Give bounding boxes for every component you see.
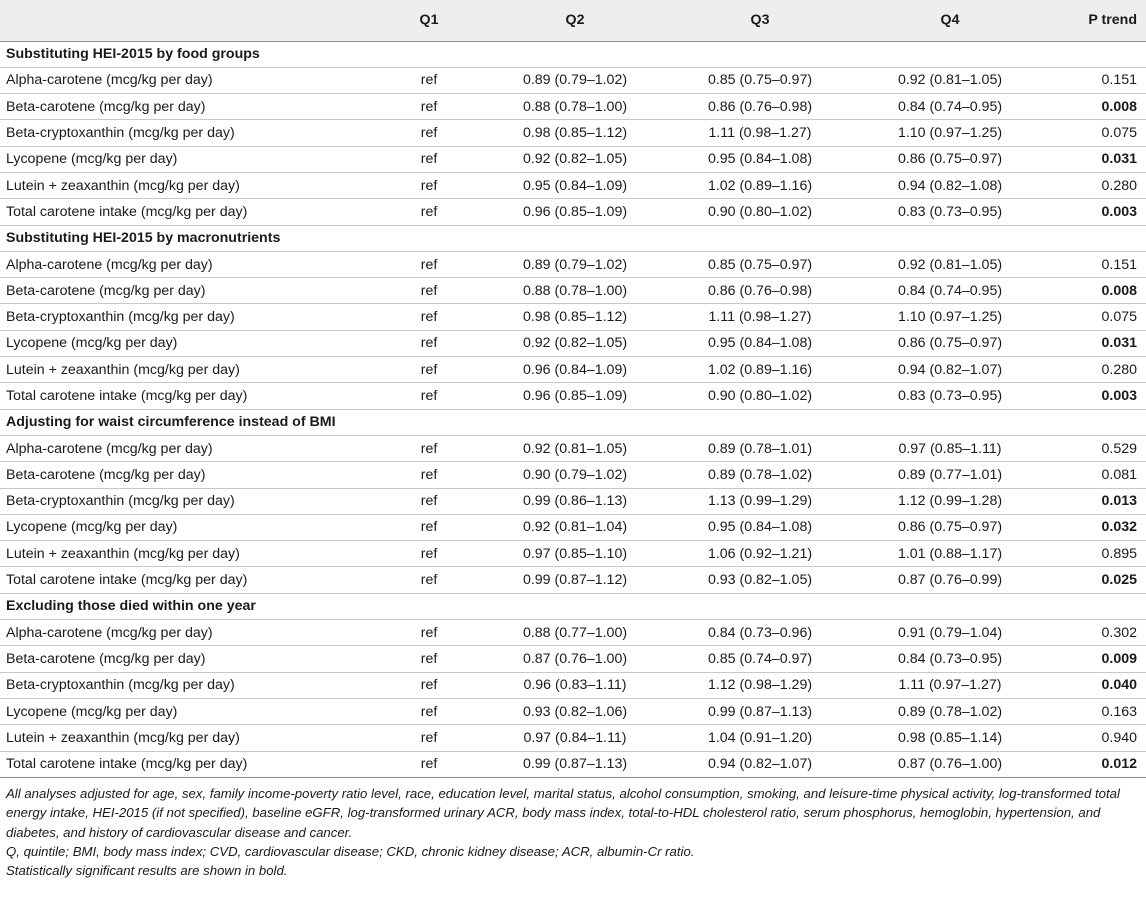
cell-q4: 0.98 (0.85–1.14) <box>850 725 1050 751</box>
section-title: Substituting HEI-2015 by food groups <box>0 41 1146 67</box>
cell-q4: 0.94 (0.82–1.07) <box>850 357 1050 383</box>
row-label: Lycopene (mcg/kg per day) <box>0 698 378 724</box>
header-q3: Q3 <box>670 0 850 41</box>
cell-q3: 0.94 (0.82–1.07) <box>670 751 850 777</box>
cell-q4: 0.89 (0.78–1.02) <box>850 698 1050 724</box>
section-title: Substituting HEI-2015 by macronutrients <box>0 225 1146 251</box>
cell-q4: 1.12 (0.99–1.28) <box>850 488 1050 514</box>
cell-q3: 1.12 (0.98–1.29) <box>670 672 850 698</box>
cell-q1: ref <box>378 120 480 146</box>
row-label: Alpha-carotene (mcg/kg per day) <box>0 435 378 461</box>
cell-q4: 0.86 (0.75–0.97) <box>850 330 1050 356</box>
row-label: Total carotene intake (mcg/kg per day) <box>0 383 378 409</box>
cell-q4: 0.91 (0.79–1.04) <box>850 620 1050 646</box>
table-row <box>0 541 1146 567</box>
table-row <box>0 304 1146 330</box>
table-footnotes <box>0 778 1146 881</box>
cell-q1: ref <box>378 251 480 277</box>
section-title: Adjusting for waist circumference instead of BMI <box>0 409 1146 435</box>
cell-q3: 0.95 (0.84–1.08) <box>670 330 850 356</box>
cell-q4: 0.92 (0.81–1.05) <box>850 251 1050 277</box>
cell-q1: ref <box>378 567 480 593</box>
header-q1: Q1 <box>378 0 480 41</box>
cell-p-trend: 0.012 <box>1050 751 1146 777</box>
cell-q3: 1.11 (0.98–1.27) <box>670 304 850 330</box>
cell-q4: 1.10 (0.97–1.25) <box>850 120 1050 146</box>
cell-p-trend: 0.040 <box>1050 672 1146 698</box>
header-row <box>0 0 1146 41</box>
cell-q3: 1.02 (0.89–1.16) <box>670 172 850 198</box>
cell-q1: ref <box>378 620 480 646</box>
cell-q4: 0.94 (0.82–1.08) <box>850 172 1050 198</box>
cell-q1: ref <box>378 146 480 172</box>
table-row <box>0 120 1146 146</box>
row-label: Lutein + zeaxanthin (mcg/kg per day) <box>0 172 378 198</box>
cell-p-trend: 0.003 <box>1050 199 1146 225</box>
row-label: Beta-carotene (mcg/kg per day) <box>0 646 378 672</box>
row-label: Lycopene (mcg/kg per day) <box>0 514 378 540</box>
cell-p-trend: 0.031 <box>1050 146 1146 172</box>
row-label: Lutein + zeaxanthin (mcg/kg per day) <box>0 357 378 383</box>
cell-q4: 0.83 (0.73–0.95) <box>850 199 1050 225</box>
cell-q4: 0.83 (0.73–0.95) <box>850 383 1050 409</box>
row-label: Beta-cryptoxanthin (mcg/kg per day) <box>0 488 378 514</box>
cell-p-trend: 0.013 <box>1050 488 1146 514</box>
table-row <box>0 94 1146 120</box>
row-label: Lycopene (mcg/kg per day) <box>0 146 378 172</box>
cell-p-trend: 0.075 <box>1050 304 1146 330</box>
cell-q3: 0.90 (0.80–1.02) <box>670 199 850 225</box>
cell-q3: 0.89 (0.78–1.02) <box>670 462 850 488</box>
cell-p-trend: 0.031 <box>1050 330 1146 356</box>
table-row <box>0 199 1146 225</box>
row-label: Beta-carotene (mcg/kg per day) <box>0 94 378 120</box>
table-row <box>0 146 1146 172</box>
cell-q2: 0.97 (0.84–1.11) <box>480 725 670 751</box>
cell-q2: 0.98 (0.85–1.12) <box>480 120 670 146</box>
cell-q1: ref <box>378 435 480 461</box>
cell-q1: ref <box>378 199 480 225</box>
cell-q2: 0.99 (0.87–1.13) <box>480 751 670 777</box>
cell-q1: ref <box>378 357 480 383</box>
cell-q4: 0.87 (0.76–0.99) <box>850 567 1050 593</box>
cell-q4: 0.86 (0.75–0.97) <box>850 514 1050 540</box>
cell-q1: ref <box>378 67 480 93</box>
footnote-bold-note: Statistically significant results are shown in bold. <box>6 863 288 879</box>
cell-q2: 0.97 (0.85–1.10) <box>480 541 670 567</box>
cell-q4: 0.84 (0.74–0.95) <box>850 278 1050 304</box>
cell-q2: 0.92 (0.82–1.05) <box>480 146 670 172</box>
row-label: Beta-cryptoxanthin (mcg/kg per day) <box>0 304 378 330</box>
cell-q2: 0.92 (0.81–1.05) <box>480 435 670 461</box>
cell-q3: 1.04 (0.91–1.20) <box>670 725 850 751</box>
cell-q2: 0.98 (0.85–1.12) <box>480 304 670 330</box>
cell-p-trend: 0.151 <box>1050 251 1146 277</box>
cell-q4: 0.89 (0.77–1.01) <box>850 462 1050 488</box>
cell-q2: 0.96 (0.84–1.09) <box>480 357 670 383</box>
cell-q2: 0.88 (0.78–1.00) <box>480 278 670 304</box>
cell-p-trend: 0.081 <box>1050 462 1146 488</box>
cell-q3: 1.11 (0.98–1.27) <box>670 120 850 146</box>
cell-q3: 1.13 (0.99–1.29) <box>670 488 850 514</box>
cell-q1: ref <box>378 488 480 514</box>
cell-q1: ref <box>378 330 480 356</box>
cell-q1: ref <box>378 94 480 120</box>
table-row <box>0 514 1146 540</box>
cell-p-trend: 0.280 <box>1050 357 1146 383</box>
cell-q2: 0.99 (0.87–1.12) <box>480 567 670 593</box>
footnote-adjustment: All analyses adjusted for age, sex, family income-poverty ratio level, race, education level, marital status, alcohol consumption, smoking, and leisure-time physical activity, log-transformed total energy intake, HEI-2015 (if not specified), baseline eGFR, log-transformed urinary ACR, body mass index, total-to-HDL cholesterol ratio, serum phosphorus, hemoglobin, hypertension, and diabetes, and history of cardiovascular disease and cancer. <box>6 785 1120 840</box>
cell-q2: 0.89 (0.79–1.02) <box>480 251 670 277</box>
table-row <box>0 620 1146 646</box>
table-row <box>0 435 1146 461</box>
cell-q3: 1.02 (0.89–1.16) <box>670 357 850 383</box>
cell-p-trend: 0.075 <box>1050 120 1146 146</box>
row-label: Total carotene intake (mcg/kg per day) <box>0 751 378 777</box>
cell-q3: 1.06 (0.92–1.21) <box>670 541 850 567</box>
cell-q1: ref <box>378 304 480 330</box>
cell-p-trend: 0.009 <box>1050 646 1146 672</box>
table-row <box>0 172 1146 198</box>
cell-q2: 0.96 (0.83–1.11) <box>480 672 670 698</box>
section-header-row <box>0 593 1146 619</box>
cell-q3: 0.85 (0.75–0.97) <box>670 251 850 277</box>
cell-q1: ref <box>378 172 480 198</box>
cell-q2: 0.96 (0.85–1.09) <box>480 383 670 409</box>
cell-q3: 0.84 (0.73–0.96) <box>670 620 850 646</box>
table-row <box>0 383 1146 409</box>
cell-p-trend: 0.529 <box>1050 435 1146 461</box>
cell-q3: 0.85 (0.75–0.97) <box>670 67 850 93</box>
row-label: Total carotene intake (mcg/kg per day) <box>0 567 378 593</box>
table-row <box>0 672 1146 698</box>
row-label: Alpha-carotene (mcg/kg per day) <box>0 620 378 646</box>
cell-q3: 0.86 (0.76–0.98) <box>670 94 850 120</box>
section-title: Excluding those died within one year <box>0 593 1146 619</box>
table-row <box>0 278 1146 304</box>
cell-q1: ref <box>378 646 480 672</box>
cell-q2: 0.87 (0.76–1.00) <box>480 646 670 672</box>
cell-q1: ref <box>378 698 480 724</box>
cell-q2: 0.96 (0.85–1.09) <box>480 199 670 225</box>
cell-q4: 0.84 (0.73–0.95) <box>850 646 1050 672</box>
cell-p-trend: 0.025 <box>1050 567 1146 593</box>
cell-q1: ref <box>378 383 480 409</box>
cell-p-trend: 0.940 <box>1050 725 1146 751</box>
cell-q4: 1.10 (0.97–1.25) <box>850 304 1050 330</box>
cell-q2: 0.93 (0.82–1.06) <box>480 698 670 724</box>
cell-q3: 0.95 (0.84–1.08) <box>670 514 850 540</box>
cell-q2: 0.99 (0.86–1.13) <box>480 488 670 514</box>
cell-q3: 0.85 (0.74–0.97) <box>670 646 850 672</box>
cell-q2: 0.95 (0.84–1.09) <box>480 172 670 198</box>
table-row <box>0 330 1146 356</box>
section-header-row <box>0 409 1146 435</box>
cell-q4: 1.11 (0.97–1.27) <box>850 672 1050 698</box>
row-label: Alpha-carotene (mcg/kg per day) <box>0 67 378 93</box>
cell-q3: 0.89 (0.78–1.01) <box>670 435 850 461</box>
table-row <box>0 357 1146 383</box>
cell-p-trend: 0.008 <box>1050 94 1146 120</box>
section-header-row <box>0 41 1146 67</box>
cell-q1: ref <box>378 672 480 698</box>
cell-p-trend: 0.032 <box>1050 514 1146 540</box>
table-row <box>0 751 1146 777</box>
table-body <box>0 41 1146 777</box>
row-label: Lutein + zeaxanthin (mcg/kg per day) <box>0 541 378 567</box>
row-label: Lutein + zeaxanthin (mcg/kg per day) <box>0 725 378 751</box>
cell-q1: ref <box>378 751 480 777</box>
cell-q2: 0.92 (0.81–1.04) <box>480 514 670 540</box>
header-q4: Q4 <box>850 0 1050 41</box>
cell-p-trend: 0.280 <box>1050 172 1146 198</box>
cell-q1: ref <box>378 278 480 304</box>
row-label: Beta-cryptoxanthin (mcg/kg per day) <box>0 120 378 146</box>
table-row <box>0 646 1146 672</box>
cell-q4: 1.01 (0.88–1.17) <box>850 541 1050 567</box>
cell-q4: 0.86 (0.75–0.97) <box>850 146 1050 172</box>
table-row <box>0 251 1146 277</box>
table-row <box>0 725 1146 751</box>
cell-q3: 0.93 (0.82–1.05) <box>670 567 850 593</box>
row-label: Lycopene (mcg/kg per day) <box>0 330 378 356</box>
cell-q4: 0.84 (0.74–0.95) <box>850 94 1050 120</box>
table-header <box>0 0 1146 41</box>
table-row <box>0 488 1146 514</box>
table-row <box>0 462 1146 488</box>
header-p-trend: P trend <box>1050 0 1146 41</box>
row-label: Alpha-carotene (mcg/kg per day) <box>0 251 378 277</box>
cell-q4: 0.97 (0.85–1.11) <box>850 435 1050 461</box>
cell-p-trend: 0.008 <box>1050 278 1146 304</box>
cell-p-trend: 0.895 <box>1050 541 1146 567</box>
cell-q1: ref <box>378 514 480 540</box>
section-header-row <box>0 225 1146 251</box>
cell-q2: 0.88 (0.78–1.00) <box>480 94 670 120</box>
footnote-abbreviations: Q, quintile; BMI, body mass index; CVD, cardiovascular disease; CKD, chronic kidney disease; ACR, albumin-Cr ratio. <box>6 844 695 860</box>
row-label: Beta-cryptoxanthin (mcg/kg per day) <box>0 672 378 698</box>
header-q2: Q2 <box>480 0 670 41</box>
table-row <box>0 67 1146 93</box>
cell-q2: 0.92 (0.82–1.05) <box>480 330 670 356</box>
cell-q3: 0.95 (0.84–1.08) <box>670 146 850 172</box>
cell-p-trend: 0.163 <box>1050 698 1146 724</box>
cell-q3: 0.90 (0.80–1.02) <box>670 383 850 409</box>
cell-q1: ref <box>378 541 480 567</box>
cell-q1: ref <box>378 462 480 488</box>
table-row <box>0 567 1146 593</box>
cell-q3: 0.86 (0.76–0.98) <box>670 278 850 304</box>
cell-p-trend: 0.003 <box>1050 383 1146 409</box>
cell-q2: 0.89 (0.79–1.02) <box>480 67 670 93</box>
table-row <box>0 698 1146 724</box>
cell-q4: 0.87 (0.76–1.00) <box>850 751 1050 777</box>
row-label: Beta-carotene (mcg/kg per day) <box>0 278 378 304</box>
cell-p-trend: 0.151 <box>1050 67 1146 93</box>
cell-q1: ref <box>378 725 480 751</box>
row-label: Beta-carotene (mcg/kg per day) <box>0 462 378 488</box>
cell-p-trend: 0.302 <box>1050 620 1146 646</box>
cell-q4: 0.92 (0.81–1.05) <box>850 67 1050 93</box>
header-label <box>0 0 378 41</box>
cell-q2: 0.90 (0.79–1.02) <box>480 462 670 488</box>
row-label: Total carotene intake (mcg/kg per day) <box>0 199 378 225</box>
cell-q3: 0.99 (0.87–1.13) <box>670 698 850 724</box>
cell-q2: 0.88 (0.77–1.00) <box>480 620 670 646</box>
